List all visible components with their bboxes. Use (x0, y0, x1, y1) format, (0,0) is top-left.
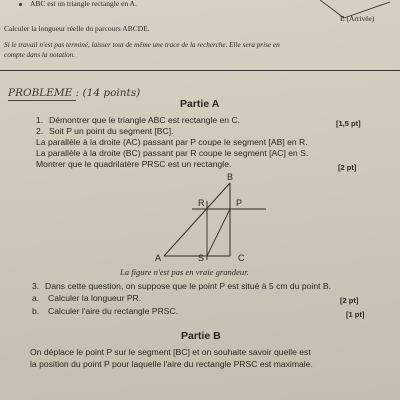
q1-text: Démontrer que le triangle ABC est rectangle en C. (49, 115, 241, 125)
q3b-text: Calculer l'aire du rectangle PRSC. (48, 306, 179, 316)
point-c-label: C (238, 253, 245, 263)
point-a-label: A (155, 253, 162, 263)
point-p-label: P (236, 198, 243, 208)
partie-a-title: Partie A (180, 98, 220, 110)
q3b-points: [1 pt] (346, 310, 365, 319)
q3a-letter: a. (32, 293, 40, 303)
q2-line-3: La parallèle à la droite (BC) passant par R coupe le segment [AC] en S. (36, 148, 309, 158)
note-line-2: compte dans la notation. (4, 51, 76, 59)
partie-b-line-1: On déplace le point P sur le segment [BC] et on souhaite savoir quelle est (30, 347, 311, 357)
figure-caption: La figure n'est pas en vraie grandeur. (120, 267, 249, 277)
q1-number: 1. (36, 115, 44, 125)
q2-number: 2. (36, 126, 44, 136)
segment-ab (164, 183, 230, 256)
segment-ps (207, 209, 230, 256)
partie-b-line-2: la position du point P pour laquelle l'aire du rectangle PRSC est maximale. (30, 359, 313, 369)
q3-text: Dans cette question, on suppose que le point P est situé à 5 cm du point B. (45, 281, 332, 291)
point-r-label: R (198, 198, 205, 208)
point-s-label: S (198, 253, 205, 263)
point-b-label: B (227, 172, 234, 182)
q2-line-2: La parallèle à la droite (AC) passant par P coupe le segment [AB] en R. (36, 137, 308, 147)
q3-number: 3. (32, 281, 40, 291)
separator-line (0, 70, 400, 71)
q2-line-4: Montrer que le quadrilatère PRSC est un rectangle. (36, 159, 232, 169)
calc-instruction: Calculer la longueur réelle du parcours ABCDE. (4, 24, 150, 33)
heading-underline (8, 100, 76, 101)
list-bullet (19, 3, 22, 6)
probleme-heading: PROBLEME : (14 points) (8, 87, 141, 99)
q1-points: [1,5 pt] (336, 119, 361, 128)
note-line-1: Si le travail n'est pas terminé, laisser tout de même une trace de la recherche. Elle sera prise en (4, 41, 280, 49)
q3b-letter: b. (32, 306, 40, 316)
q2-text: Soit P un point du segment [BC]. (49, 126, 174, 136)
q3a-points: [2 pt] (340, 296, 359, 305)
partial-line: ABC est un triangle rectangle en A. (30, 0, 137, 8)
q3a-text: Calculer la longueur PR. (48, 293, 142, 303)
partie-b-title: Partie B (181, 330, 221, 342)
arrivee-label: E (Arrivée) (340, 14, 375, 23)
q2-points: [2 pt] (338, 163, 357, 172)
